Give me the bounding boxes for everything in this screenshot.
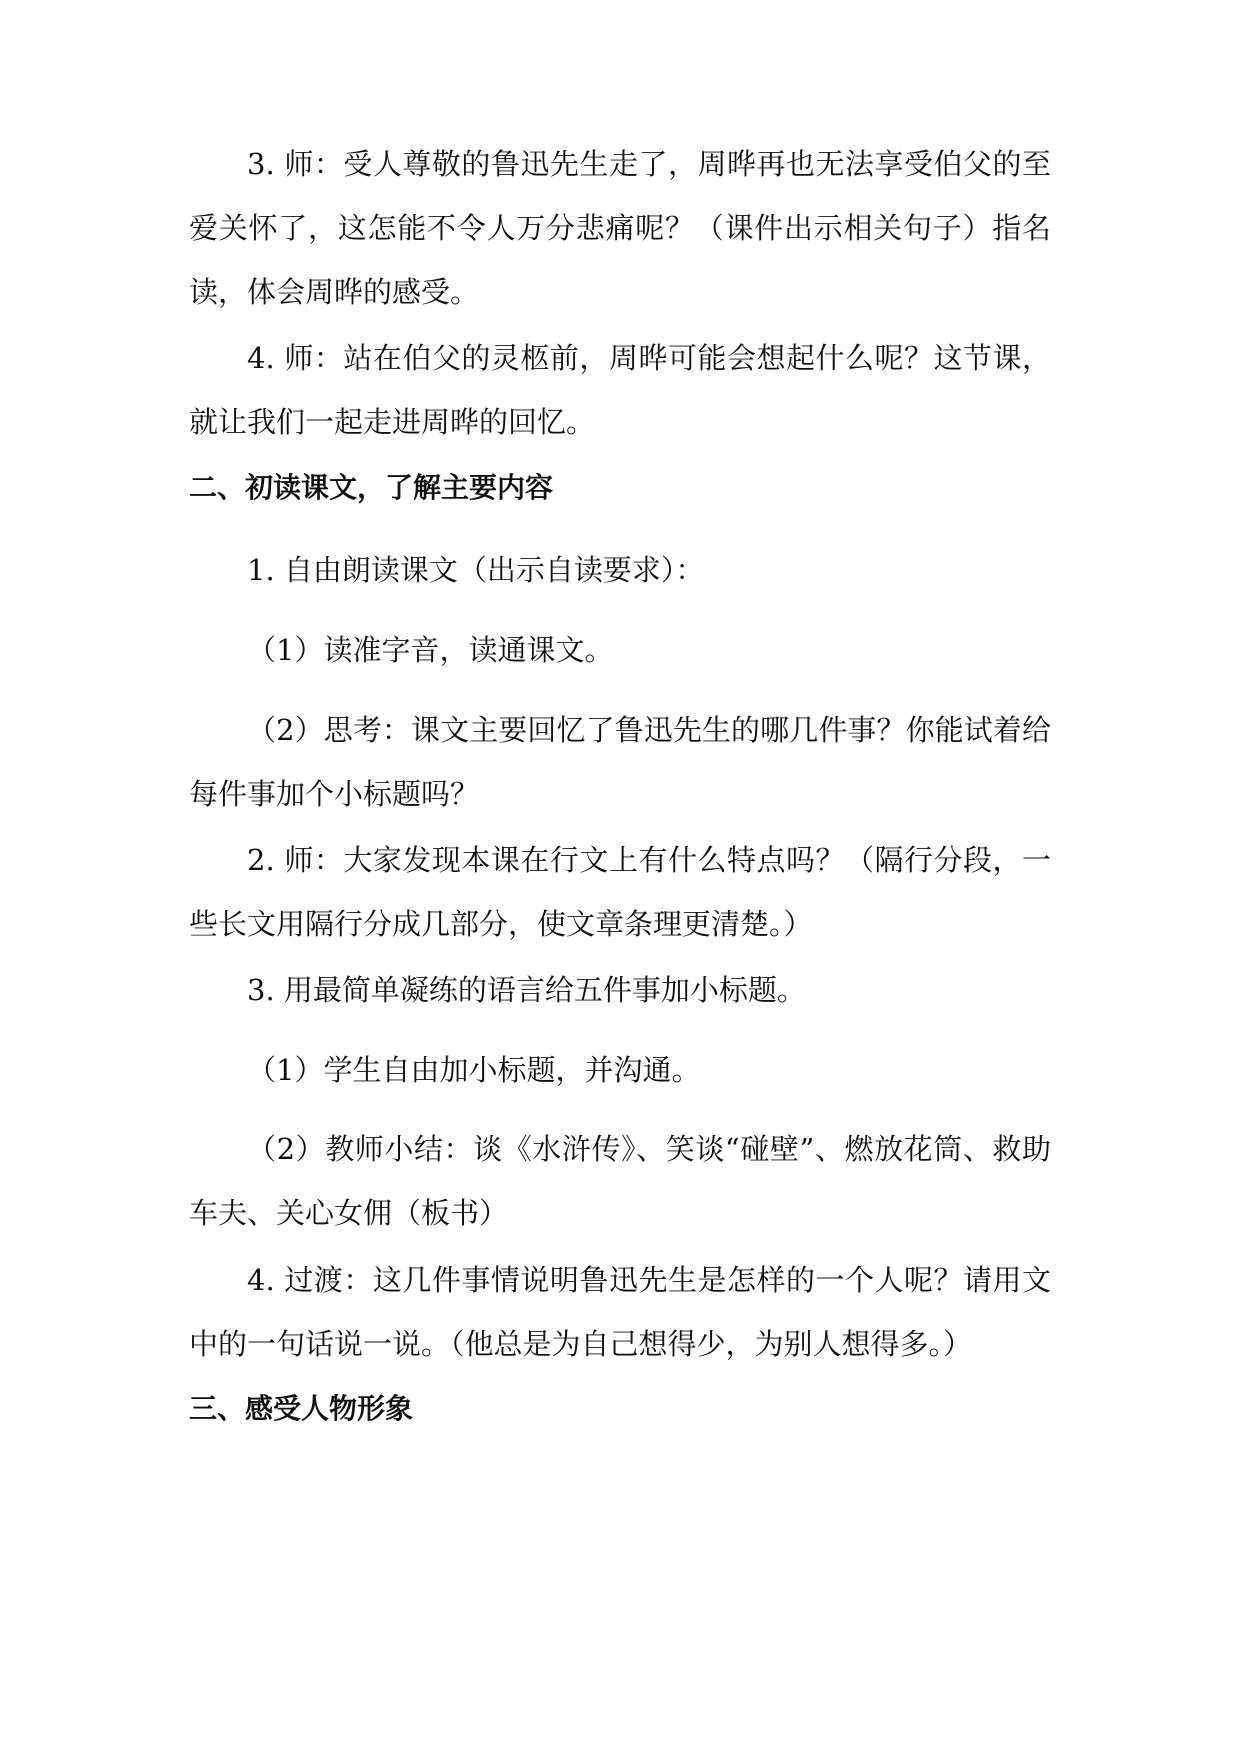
- paragraph-students-subtitles: （1）学生自由加小标题，并沟通。: [247, 1053, 701, 1087]
- paragraph-transition: 4. 过渡：这几件事情说明鲁迅先生是怎样的一个人呢？请用文中的一句话说一说。（他总是为自己想得少，为别人想得多。）: [189, 1263, 1051, 1361]
- paragraph-teacher-intro-4: 4. 师：站在伯父的灵柩前，周晔可能会想起什么呢？这节课，就让我们一起走进周晔的回忆。: [189, 341, 1051, 439]
- paragraph-think-events: （2）思考：课文主要回忆了鲁迅先生的哪几件事？你能试着给每件事加个小标题吗？: [189, 713, 1051, 811]
- paragraph-teacher-intro-3: 3. 师：受人尊敬的鲁迅先生走了，周晔再也无法享受伯父的至爱关怀了，这怎能不令人万分悲痛呢？（课件出示相关句子）指名读，体会周晔的感受。: [189, 147, 1051, 309]
- paragraph-teacher-summary: （2）教师小结：谈《水浒传》、笑谈“碰壁”、燃放花筒、救助车夫、关心女佣（板书）: [189, 1132, 1051, 1230]
- paragraph-add-subtitles: 3. 用最简单凝练的语言给五件事加小标题。: [247, 973, 806, 1007]
- paragraph-read-pronunciation: （1）读准字音，读通课文。: [247, 633, 614, 667]
- paragraph-writing-features: 2. 师：大家发现本课在行文上有什么特点吗？（隔行分段，一些长文用隔行分成几部分，使文章条理更清楚。）: [189, 843, 1051, 941]
- section-heading-3: 三、感受人物形象: [189, 1392, 414, 1425]
- paragraph-free-reading: 1. 自由朗读课文（出示自读要求）：: [247, 553, 705, 587]
- section-heading-2: 二、初读课文，了解主要内容: [189, 471, 554, 504]
